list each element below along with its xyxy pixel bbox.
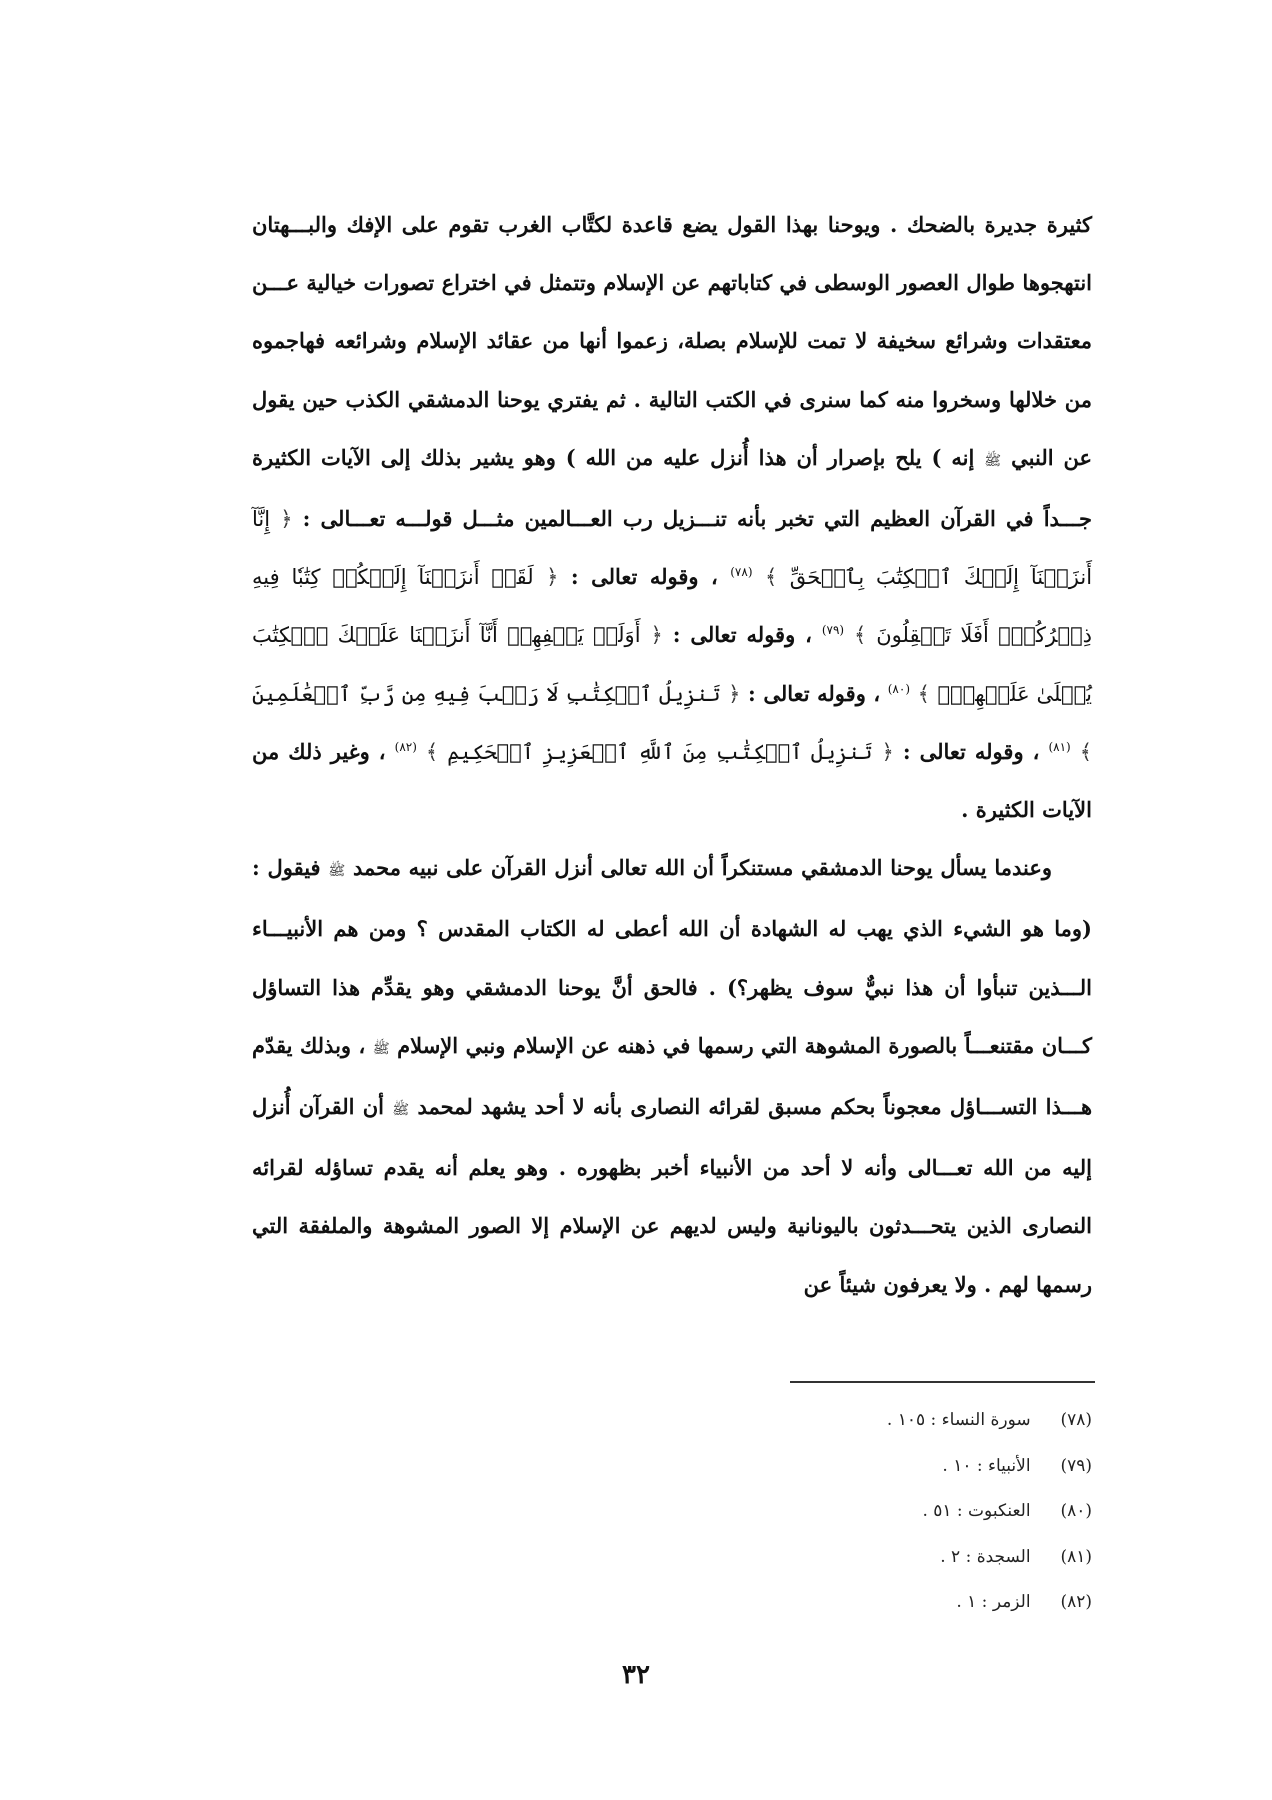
text-run: ، وقوله تعالى : — [748, 680, 881, 706]
footnote-item — [600, 1398, 1092, 1444]
footnote-number: (٧٩) — [1060, 1455, 1092, 1476]
quran-close-bracket: ﴾ — [764, 565, 778, 590]
footnote-ref[interactable]: (٨٠) — [887, 681, 910, 696]
footnote-ref[interactable]: (٨٢) — [394, 739, 417, 754]
footnote-item — [600, 1580, 1092, 1626]
footnotes — [600, 1398, 1092, 1626]
footnote-separator — [790, 1381, 1095, 1383]
paragraph-1 — [252, 196, 1092, 839]
quran-verse: أَوَلَمۡ يَكۡفِهِمۡ أَنَّآ أَنزَلۡنَا عَلَيۡكَ ٱلۡكِتَٰبَ يُتۡلَىٰ عَلَيۡهِمۡۚ — [252, 623, 1093, 706]
text-run: وعندما يسأل يوحنا الدمشقي مستنكراً أن الله تعالى أنزل القرآن على نبيه محمد — [352, 855, 1053, 881]
paragraph-2 — [252, 839, 1092, 1314]
body-text — [252, 196, 1092, 1314]
text-run: فيقول : (وما هو الشيء الذي يهب له الشهادة أن الله أعطى له الكتاب المقدس ؟ ومن هم الأنبيـــاء الـــذين تنبأوا أن هذا نبيٌّ سوف يظهر؟) . فالحق أنَّ يوحنا الدمشقي وهو يقدِّم هذا التساؤل كـــان مقتنعـــاً بالصورة المشوهة التي رسمها في ذهنه عن الإسلام ونبي الإسلام — [252, 855, 1093, 1058]
salutation-glyph: ﷺ — [392, 1102, 410, 1119]
quran-open-bracket: ﴿ — [728, 681, 741, 706]
quran-verse: لَقَدۡ أَنزَلۡنَآ إِلَيۡكُمۡ كِتَٰبٗا فِيهِ ذِكۡرُكُمۡۚ أَفَلَا تَعۡقِلُونَ — [252, 565, 1093, 648]
text-run: ، وقوله تعالى : — [570, 564, 718, 590]
quran-close-bracket: ﴾ — [854, 623, 867, 648]
quran-verse: تَنزِيلُ ٱلۡكِتَٰبِ لَا رَيۡبَ فِيهِ مِن رَّبِّ ٱلۡعَٰلَمِينَ — [252, 681, 721, 706]
footnote-text: سورة النساء : ١٠٥ . — [886, 1410, 1031, 1430]
footnote-ref[interactable]: (٨١) — [1048, 739, 1071, 754]
text-run: كثيرة جديرة بالضحك . ويوحنا بهذا القول يضع قاعدة لكتَّاب الغرب تقوم على الإفك والبـــهتان انتهجوها طوال العصور الوسطى في كتاباتهم عن الإسلام وتتمثل في اختراع تصورات خيالية عـــن معتقدات وشرائع سخيفة لا تمت للإسلام بصلة، زعموا أنها من عقائد الإسلام وشرائعه فهاجموه من خلالها وسخروا منه كما سنرى في الكتب التالية . ثم يفتري يوحنا الدمشقي الكذب حين يقول عن النبي — [252, 212, 1092, 470]
text-run: ، وغير ذلك من الآيات الكثيرة . — [252, 738, 1092, 823]
quran-close-bracket: ﴾ — [1079, 739, 1093, 764]
quran-open-bracket: ﴿ — [546, 565, 559, 590]
footnote-text: الزمر : ١ . — [956, 1592, 1031, 1612]
text-run: ، وقوله تعالى : — [672, 622, 812, 648]
salutation-glyph: ﷺ — [984, 452, 1002, 469]
footnote-number: (٨١) — [1060, 1546, 1092, 1567]
footnote-text: الأنبياء : ١٠ . — [942, 1455, 1031, 1476]
quran-open-bracket: ﴿ — [650, 623, 663, 648]
footnote-item — [600, 1535, 1092, 1581]
footnote-item — [600, 1444, 1092, 1490]
footnote-number: (٨٢) — [1060, 1592, 1092, 1612]
footnote-item — [600, 1489, 1092, 1535]
salutation-glyph: ﷺ — [372, 1040, 390, 1057]
quran-verse: تَنزِيلُ ٱلۡكِتَٰبِ مِنَ ٱللَّهِ ٱلۡعَزِيزِ ٱلۡحَكِيمِ — [447, 739, 873, 764]
quran-close-bracket: ﴾ — [917, 681, 930, 706]
footnote-ref[interactable]: (٧٨) — [730, 565, 753, 580]
text-run: أن القرآن أُنزل إليه من الله تعـــالى وأنه لا أحد من الأنبياء أخبر بظهوره . وهو يعلم أنه يقدم تساؤله لقرائه النصارى الذين يتحـــدثون باليونانية وليس لديهم عن الإسلام إلا الصور المشوهة والملفقة التي رسمها لهم . ولا يعرفون شيئاً عن — [252, 1094, 1092, 1297]
footnote-text: العنكبوت : ٥١ . — [922, 1501, 1031, 1521]
footnote-number: (٨٠) — [1060, 1501, 1092, 1521]
quran-verse: إِنَّآ أَنزَلۡنَآ إِلَيۡكَ ٱلۡكِتَٰبَ بِٱلۡحَقِّ — [252, 507, 1093, 590]
quran-open-bracket: ﴿ — [280, 507, 293, 532]
footnote-ref[interactable]: (٧٩) — [821, 623, 845, 638]
footnote-number: (٧٨) — [1060, 1410, 1092, 1430]
text-run: ، وقوله تعالى : — [902, 738, 1040, 764]
text-run: ، وبذلك يقدّم هـــذا التســـاؤل معجوناً بحكم مسبق لقرائه النصارى بأنه لا أحد يشهد لمحمد — [252, 1032, 1093, 1120]
footnote-text: السجدة : ٢ . — [940, 1546, 1031, 1567]
salutation-glyph: ﷺ — [328, 863, 346, 880]
quran-close-bracket: ﴾ — [425, 739, 439, 764]
page-number: ٣٢ — [622, 1660, 650, 1690]
text-run: إنه ) يلح بإصرار أن هذا أُنزل عليه من الله ) وهو يشير بذلك إلى الآيات الكثيرة جـــداً في القرآن العظيم التي تخبر بأنه تنـــزيل رب العـــالمين مثـــل قولـــه تعـــالى : — [252, 444, 1092, 532]
quran-open-bracket: ﴿ — [881, 739, 894, 764]
